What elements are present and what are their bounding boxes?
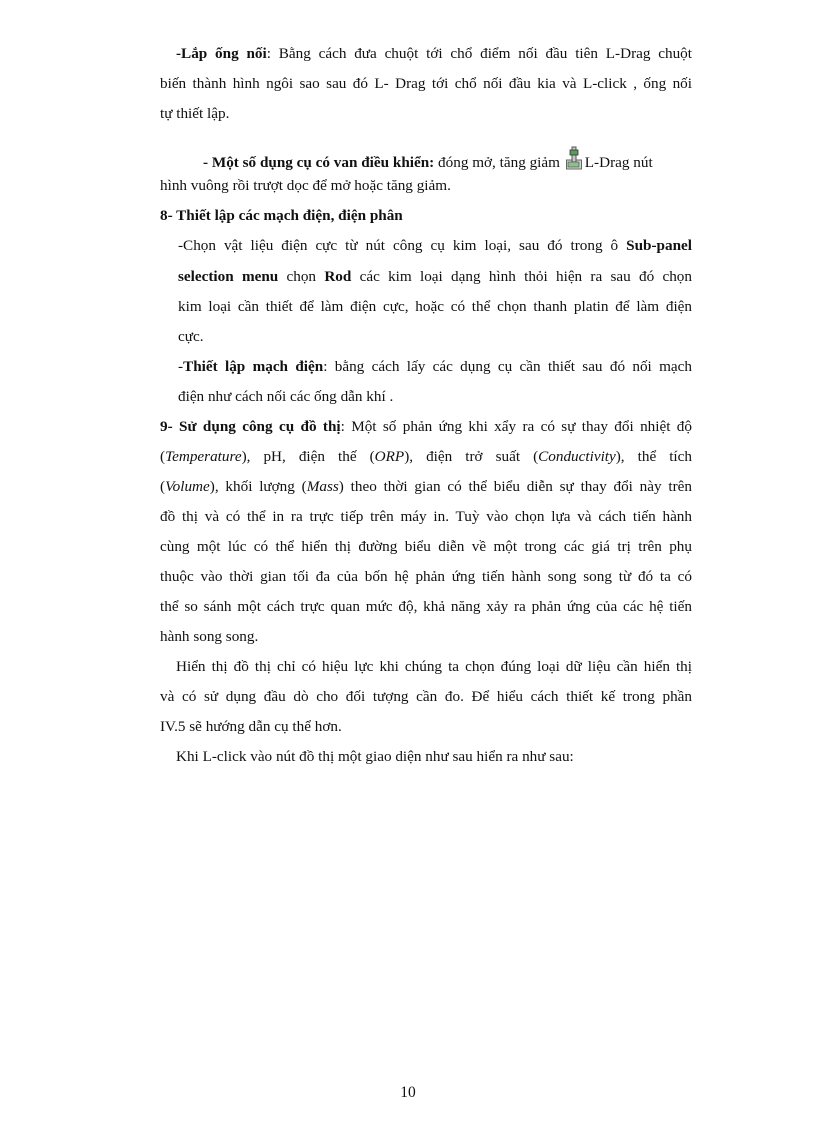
section9-line-6: thuộc vào thời gian tối đa của bốn hệ phản ứng tiến hành song song từ đó ta có [160,568,692,585]
section8-p1-line-1 [178,236,692,256]
display-line-3: IV.5 sẽ hướng dẫn cụ thể hơn. [160,718,342,735]
section8-text: - [178,358,184,375]
section8-text: -Chọn vật liệu điện cực từ nút công cụ kim loại, sau đó trong ô [178,237,627,254]
section9-text: ) theo thời gian có thể biểu diễn sự thay đổi này trên [338,478,692,495]
click-line-1: Khi L-click vào nút đồ thị một giao diện như sau hiển ra như sau: [176,748,574,765]
rod-term: Rod [324,268,352,285]
temperature-term: Temperature [165,448,242,465]
valve-slider-icon [566,146,584,170]
pipe-text-1: : Bằng cách đưa chuột tới chổ điểm nối đầu tiên L-Drag chuột [266,45,692,62]
valve-line-2: hình vuông rồi trượt dọc để mở hoặc tăng giảm. [160,177,451,194]
volume-term: Volume [165,478,210,495]
section9-heading: 9- Sử dụng công cụ đồ thị [160,418,341,435]
section8-heading: 8- Thiết lập các mạch điện, điện phân [160,207,403,224]
section9-line-5: cùng một lúc có thể hiển thị đường biểu diễn về một trong các giá trị trên phụ [160,538,692,555]
section9-line-8: hành song song. [160,628,259,645]
display-line-2: và có sử dụng đầu dò cho đối tượng cần đo. Để hiểu cách thiết kế trong phần [160,688,692,705]
section8-text: : bằng cách lấy các dụng cụ cần thiết sau đó nối mạch [323,358,692,375]
valve-line-1 [203,146,692,173]
section9-text: ), khối lượng ( [209,478,307,495]
selection-menu-term: selection menu [178,268,279,285]
section9-text: ), pH, điện thế ( [241,448,375,465]
section8-p2-line-1 [178,357,692,377]
section9-line-3 [160,477,692,497]
section9-text: ( [160,478,166,495]
valve-text: đóng mở, tăng giảm [434,154,560,171]
section9-text: ( [160,448,166,465]
orp-term: ORP [374,448,405,465]
section8-p1-line-2 [178,267,692,287]
pipe-line-2: biến thành hình ngôi sao sau đó L- Drag tới chổ nối đầu kia và L-click , ống nối [160,75,692,92]
section8-p2-line-2: điện như cách nối các ống dẫn khí . [178,388,394,405]
section9-text: ), thể tích [615,448,692,465]
pipe-title: -Lắp ống nối [176,45,267,62]
section9-text: : Một số phản ứng khi xẩy ra có sự thay đổi nhiệt độ [340,418,692,435]
pipe-line-3: tự thiết lập. [160,105,230,122]
section9-line-1 [160,417,692,437]
section9-text: ), điện trở suất ( [404,448,539,465]
section8-text: chọn [278,268,325,285]
section9-line-7: thể so sánh một cách trực quan mức độ, khả năng xảy ra phản ứng của các hệ tiến [160,598,692,615]
conductivity-term: Conductivity [538,448,616,465]
section8-p1-line-4: cực. [178,328,204,345]
section8-text: các kim loại dạng hình thỏi hiện ra sau đó chọn [351,268,692,285]
pipe-line-1 [176,44,692,64]
page-number: 10 [400,1084,416,1101]
mass-term: Mass [306,478,339,495]
valve-title: - Một số dụng cụ có van điều khiển: [203,154,435,171]
valve-after-icon: L-Drag nút [584,154,653,171]
circuit-setup-term: Thiết lập mạch điện [183,358,324,375]
section8-p1-line-3: kim loại cần thiết để làm điện cực, hoặc có thể chọn thanh platin để làm điện [178,298,692,315]
section9-line-2 [160,447,692,467]
display-line-1: Hiển thị đồ thị chỉ có hiệu lực khi chúng ta chọn đúng loại dữ liệu cần hiển thị [176,658,692,675]
section9-line-4: đồ thị và có thể in ra trực tiếp trên máy in. Tuỳ vào chọn lựa và cách tiến hành [160,508,692,525]
sub-panel-term: Sub-panel [626,237,692,254]
